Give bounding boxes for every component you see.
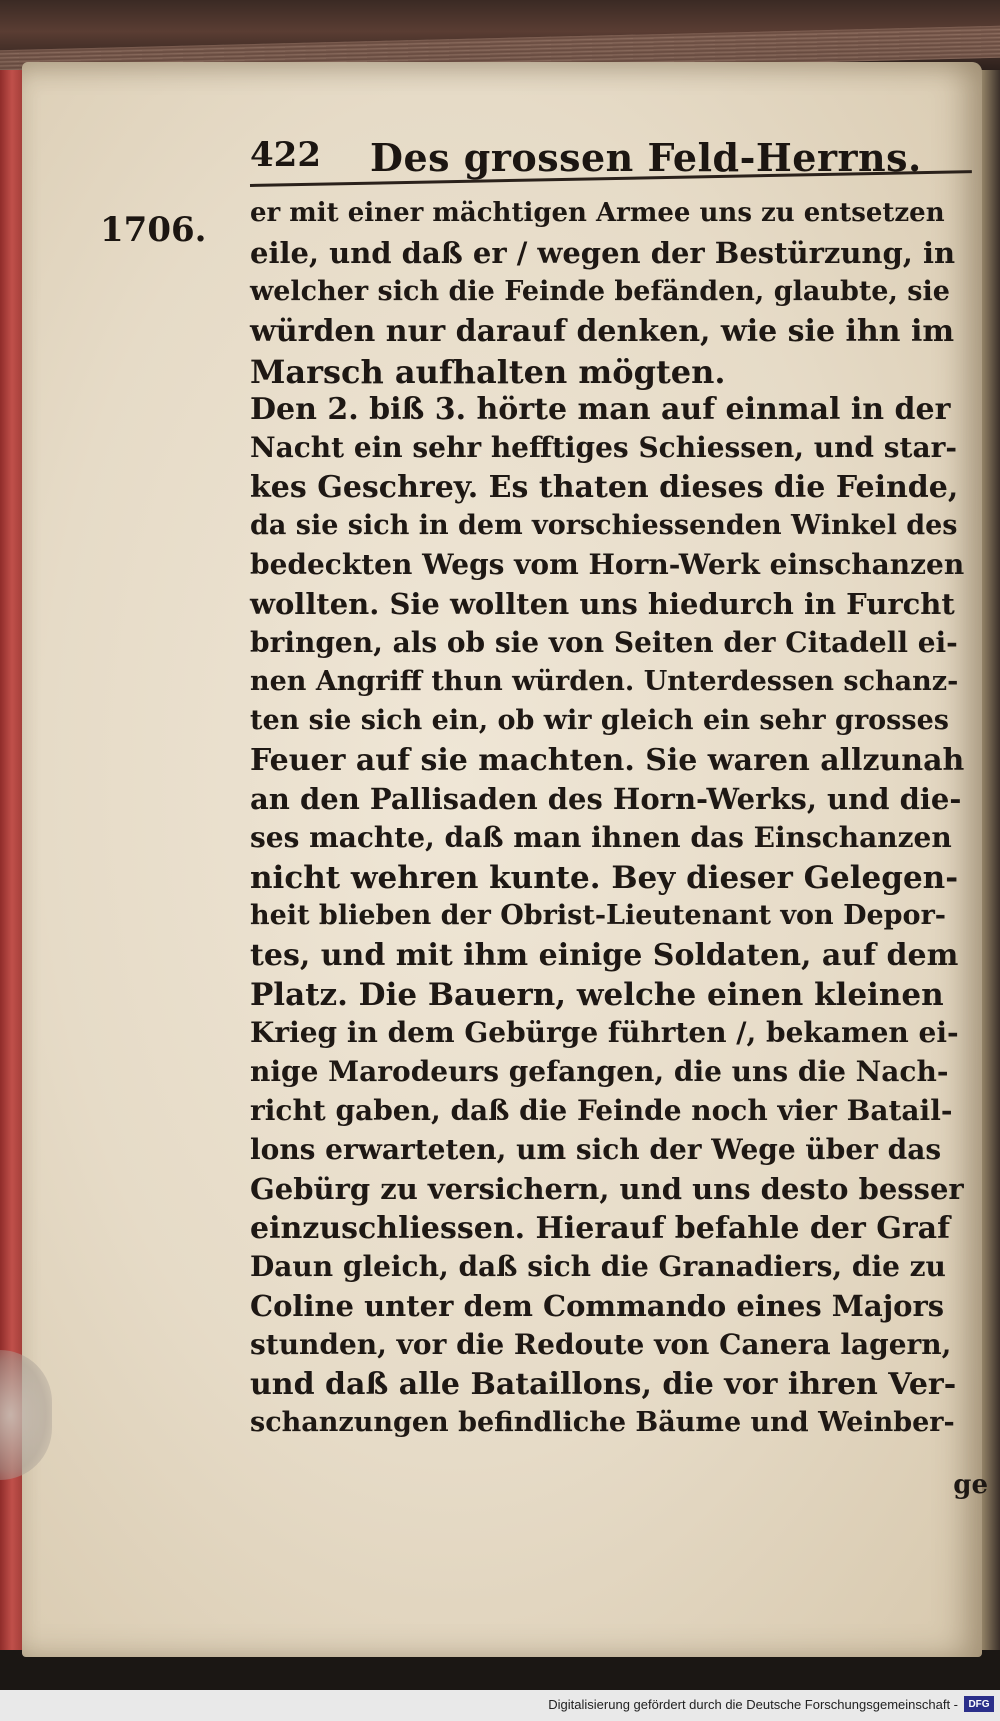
- text-line: ses machte, daß man ihnen das Einschanzen: [250, 821, 952, 854]
- catchword: ge: [953, 1470, 988, 1500]
- text-line: richt gaben, daß die Feinde noch vier Batail-: [250, 1094, 953, 1127]
- text-line: er mit einer mächtigen Armee uns zu entsetzen: [250, 198, 945, 228]
- page-number: 422: [250, 135, 321, 175]
- text-line: Gebürg zu versichern, und uns desto besser: [250, 1172, 964, 1206]
- text-line: lons erwarteten, um sich der Wege über das: [250, 1133, 942, 1166]
- text-line: würden nur darauf denken, wie sie ihn im: [250, 314, 955, 349]
- text-line: welcher sich die Feinde befänden, glaubte, sie: [250, 276, 950, 307]
- text-line: tes, und mit ihm einige Soldaten, auf dem: [250, 938, 959, 973]
- text-line: bringen, als ob sie von Seiten der Citadell ei-: [250, 626, 958, 659]
- text-line: und daß alle Bataillons, die vor ihren Ver-: [250, 1367, 957, 1402]
- text-line: nige Marodeurs gefangen, die uns die Nach-: [250, 1055, 949, 1088]
- text-line: an den Pallisaden des Horn-Werks, und die-: [250, 782, 962, 816]
- text-line: wollten. Sie wollten uns hiedurch in Furcht: [250, 587, 955, 621]
- text-line: einzuschliessen. Hierauf befahle der Graf: [250, 1211, 951, 1246]
- text-line: Feuer auf sie machten. Sie waren allzunah: [250, 743, 965, 778]
- text-line: Krieg in dem Gebürge führten /, bekamen ei-: [250, 1016, 959, 1049]
- text-line: Marsch aufhalten mögten.: [250, 353, 726, 391]
- text-line: eile, und daß er / wegen der Bestürzung, in: [250, 236, 956, 270]
- dfg-logo: DFG: [964, 1696, 994, 1712]
- text-line: Platz. Die Bauern, welche einen kleinen: [250, 977, 944, 1013]
- running-head: Des grossen Feld-Herrns.: [370, 135, 922, 180]
- text-line: Daun gleich, daß sich die Granadiers, die zu: [250, 1250, 946, 1283]
- text-line: Den 2. biß 3. hörte man auf einmal in der: [250, 392, 951, 427]
- text-line: heit blieben der Obrist-Lieutenant von Depor-: [250, 900, 947, 931]
- marginal-year: 1706.: [100, 210, 207, 250]
- footer-credit: Digitalisierung gefördert durch die Deutsche Forschungsgemeinschaft -: [548, 1697, 958, 1712]
- text-line: nen Angriff thun würden. Unterdessen schanz-: [250, 666, 959, 697]
- text-line: Nacht ein sehr hefftiges Schiessen, und star-: [250, 431, 957, 464]
- text-line: bedeckten Wegs vom Horn-Werk einschanzen: [250, 548, 965, 581]
- text-line: stunden, vor die Redoute von Canera lagern,: [250, 1328, 952, 1361]
- text-line: ten sie sich ein, ob wir gleich ein sehr grosses: [250, 705, 949, 736]
- text-line: kes Geschrey. Es thaten dieses die Feinde,: [250, 470, 959, 505]
- text-line: Coline unter dem Commando eines Majors: [250, 1289, 945, 1323]
- text-line: nicht wehren kunte. Bey dieser Gelegen-: [250, 860, 959, 896]
- text-line: da sie sich in dem vorschiessenden Winkel des: [250, 510, 958, 541]
- text-line: schanzungen befindliche Bäume und Weinber-: [250, 1407, 955, 1438]
